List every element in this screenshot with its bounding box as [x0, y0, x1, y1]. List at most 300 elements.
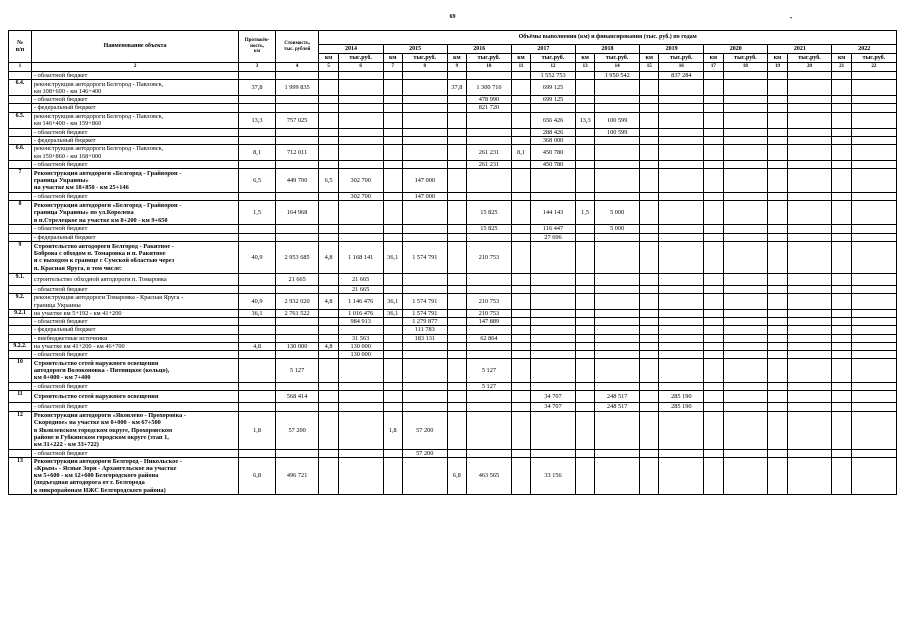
cell-amount: [723, 241, 768, 273]
header-unit-km: км: [640, 54, 659, 63]
cell-km: 37,8: [447, 80, 466, 96]
cell-amount: [467, 136, 512, 144]
cell-amount: [851, 169, 896, 193]
header-unit-km: км: [704, 54, 723, 63]
table-row: [9, 273, 897, 285]
cell-km: [383, 449, 402, 457]
cell-amount: [787, 72, 832, 80]
cell-amount: [723, 326, 768, 334]
cell-amount: [467, 273, 512, 285]
cell-amount: 248 517: [595, 391, 640, 403]
row-name: - областной бюджет: [31, 449, 238, 457]
cell-km: [640, 294, 659, 310]
cell-km: [447, 169, 466, 193]
cell-amount: [787, 241, 832, 273]
cell-km: [447, 233, 466, 241]
row-number: 9.2.1: [9, 310, 32, 318]
cell-km: [447, 403, 466, 411]
cell-km: 8,1: [511, 145, 530, 161]
cell-amount: [338, 161, 383, 169]
cell-amount: [595, 326, 640, 334]
cell-km: [768, 233, 787, 241]
cell-amount: 1 574 791: [402, 294, 447, 310]
cell-amount: [531, 310, 576, 318]
row-number: 9.2.2.: [9, 342, 32, 350]
cell-amount: [723, 145, 768, 161]
row-length: [239, 273, 276, 285]
cell-amount: [723, 72, 768, 80]
cell-km: [319, 285, 338, 293]
cell-km: [575, 233, 594, 241]
cell-km: [319, 391, 338, 403]
header-unit-rub: тыс.руб.: [723, 54, 768, 63]
cell-amount: 100 599: [595, 112, 640, 128]
table-row: [9, 136, 897, 144]
cell-km: 1,8: [383, 411, 402, 449]
cell-km: [640, 233, 659, 241]
cell-amount: 285 190: [659, 391, 704, 403]
cell-amount: [851, 359, 896, 383]
cell-amount: [467, 403, 512, 411]
cell-km: [704, 449, 723, 457]
cell-km: [575, 391, 594, 403]
cell-km: [832, 96, 851, 104]
cell-amount: [338, 104, 383, 112]
cell-km: [447, 136, 466, 144]
cell-amount: [595, 383, 640, 391]
cell-amount: [851, 334, 896, 342]
cell-km: [383, 359, 402, 383]
row-length: 4,8: [239, 342, 276, 350]
cell-amount: 1 950 542: [595, 72, 640, 80]
column-number: 8: [402, 63, 447, 72]
cell-amount: [851, 318, 896, 326]
cell-km: [511, 326, 530, 334]
cell-km: [575, 273, 594, 285]
cell-km: [511, 161, 530, 169]
row-number: 9: [9, 241, 32, 273]
row-cost: 5 127: [275, 359, 319, 383]
cell-km: [640, 225, 659, 233]
cell-km: [768, 193, 787, 201]
cell-km: [768, 294, 787, 310]
cell-km: [768, 318, 787, 326]
cell-amount: [338, 112, 383, 128]
cell-amount: [659, 233, 704, 241]
row-length: [239, 72, 276, 80]
cell-amount: 183 131: [402, 334, 447, 342]
cell-km: [447, 161, 466, 169]
table-row: [9, 457, 897, 494]
cell-km: [768, 169, 787, 193]
cell-amount: [531, 169, 576, 193]
cell-km: [383, 161, 402, 169]
cell-amount: [595, 334, 640, 342]
cell-amount: [723, 233, 768, 241]
cell-amount: [787, 225, 832, 233]
cell-km: [640, 403, 659, 411]
cell-amount: [402, 403, 447, 411]
cell-amount: [531, 449, 576, 457]
cell-km: [832, 342, 851, 350]
cell-amount: [723, 136, 768, 144]
cell-amount: [851, 273, 896, 285]
row-length: 40,9: [239, 241, 276, 273]
cell-amount: 463 565: [467, 457, 512, 494]
cell-amount: [851, 225, 896, 233]
cell-amount: [723, 449, 768, 457]
table-row: [9, 161, 897, 169]
cell-amount: [531, 285, 576, 293]
cell-km: [383, 112, 402, 128]
row-cost: 2 953 685: [275, 241, 319, 273]
cell-km: [640, 161, 659, 169]
row-number: [9, 351, 32, 359]
row-length: [239, 104, 276, 112]
cell-amount: 1 552 753: [531, 72, 576, 80]
cell-amount: [659, 225, 704, 233]
cell-km: [640, 391, 659, 403]
cell-km: 4,8: [319, 294, 338, 310]
cell-km: [832, 403, 851, 411]
cell-km: [511, 294, 530, 310]
cell-km: [832, 411, 851, 449]
cell-km: [832, 359, 851, 383]
cell-amount: [659, 104, 704, 112]
cell-amount: [659, 334, 704, 342]
cell-km: [319, 334, 338, 342]
cell-amount: [402, 457, 447, 494]
header-year: 2022: [832, 45, 897, 54]
cell-km: [319, 193, 338, 201]
cell-km: [704, 128, 723, 136]
column-number: 2: [31, 63, 238, 72]
cell-km: [704, 96, 723, 104]
cell-km: [768, 403, 787, 411]
cell-amount: [723, 96, 768, 104]
row-name: - областной бюджет: [31, 96, 238, 104]
cell-amount: [723, 225, 768, 233]
column-number: 19: [768, 63, 787, 72]
column-number: 6: [338, 63, 383, 72]
table-row: [9, 112, 897, 128]
cell-km: [447, 128, 466, 136]
cell-amount: [402, 80, 447, 96]
cell-km: [319, 161, 338, 169]
table-row: [9, 351, 897, 359]
cell-km: [768, 391, 787, 403]
cell-amount: [595, 359, 640, 383]
cell-km: [575, 310, 594, 318]
cell-km: [704, 411, 723, 449]
table-row: [9, 104, 897, 112]
cell-amount: [851, 72, 896, 80]
cell-amount: [787, 318, 832, 326]
cell-km: [704, 193, 723, 201]
row-cost: [275, 233, 319, 241]
cell-km: [640, 342, 659, 350]
row-length: [239, 391, 276, 403]
cell-amount: [595, 104, 640, 112]
cell-km: [383, 334, 402, 342]
cell-amount: [467, 411, 512, 449]
cell-amount: [402, 233, 447, 241]
cell-amount: [787, 128, 832, 136]
row-number: 8: [9, 201, 32, 225]
column-number: 12: [531, 63, 576, 72]
cell-km: [640, 318, 659, 326]
row-length: 40,9: [239, 294, 276, 310]
table-row: [9, 411, 897, 449]
cell-amount: [787, 112, 832, 128]
row-number: [9, 285, 32, 293]
cell-km: [383, 201, 402, 225]
cell-amount: [659, 326, 704, 334]
cell-km: [447, 104, 466, 112]
cell-amount: [659, 96, 704, 104]
cell-km: [319, 359, 338, 383]
cell-amount: 33 156: [531, 457, 576, 494]
cell-amount: [851, 457, 896, 494]
cell-km: [511, 80, 530, 96]
row-length: [239, 318, 276, 326]
row-length: 6,8: [239, 457, 276, 494]
cell-km: [575, 351, 594, 359]
row-number: [9, 161, 32, 169]
table-row: [9, 233, 897, 241]
cell-km: [704, 383, 723, 391]
row-cost: 57 200: [275, 411, 319, 449]
cell-km: [319, 233, 338, 241]
cell-km: [640, 273, 659, 285]
cell-amount: [402, 391, 447, 403]
cell-km: [511, 169, 530, 193]
row-name: Реконструкция автодороги «Белгород - Грайворон - граница Украины» по ул.Королева в п.Стрелецкое на участке км 8+200 - км 9+650: [31, 201, 238, 225]
cell-km: [447, 112, 466, 128]
cell-km: [447, 201, 466, 225]
cell-km: [640, 310, 659, 318]
cell-km: [704, 225, 723, 233]
column-number: 3: [239, 63, 276, 72]
row-name: реконструкция автодороги Томаровка - Красная Яруга - граница Украины: [31, 294, 238, 310]
cell-km: [511, 318, 530, 326]
cell-amount: 1 168 141: [338, 241, 383, 273]
cell-km: [383, 193, 402, 201]
row-cost: 712 011: [275, 145, 319, 161]
cell-km: [704, 351, 723, 359]
cell-km: [575, 72, 594, 80]
row-number: [9, 128, 32, 136]
cell-km: [704, 233, 723, 241]
cell-amount: [787, 104, 832, 112]
cell-km: [383, 104, 402, 112]
column-number: 4: [275, 63, 319, 72]
cell-km: [447, 383, 466, 391]
cell-amount: [659, 310, 704, 318]
cell-km: [832, 145, 851, 161]
cell-amount: 144 143: [531, 201, 576, 225]
cell-amount: 5 127: [467, 383, 512, 391]
row-cost: [275, 136, 319, 144]
cell-km: [511, 193, 530, 201]
cell-km: [575, 342, 594, 350]
cell-amount: [338, 145, 383, 161]
cell-amount: [338, 411, 383, 449]
cell-amount: [402, 383, 447, 391]
cell-km: [511, 310, 530, 318]
cell-amount: [467, 72, 512, 80]
cell-km: [319, 351, 338, 359]
row-cost: [275, 285, 319, 293]
cell-km: [704, 169, 723, 193]
cell-km: [768, 104, 787, 112]
cell-km: [704, 285, 723, 293]
cell-amount: [723, 403, 768, 411]
cell-km: [383, 383, 402, 391]
cell-amount: [531, 359, 576, 383]
row-cost: 449 700: [275, 169, 319, 193]
row-number: [9, 449, 32, 457]
cell-km: [575, 294, 594, 310]
cell-amount: [787, 403, 832, 411]
header-year: 2016: [447, 45, 511, 54]
cell-km: [832, 136, 851, 144]
cell-amount: [595, 351, 640, 359]
cell-amount: 368 000: [531, 136, 576, 144]
cell-km: [640, 112, 659, 128]
header-year: 2015: [383, 45, 447, 54]
row-name: Строительство автодороги Белгород - Ракитное - Боброва с обходом п. Томаровка и п. Ракитное и с выходом к границе с Сумской областью через п. Красная Яруга, в том числе:: [31, 241, 238, 273]
cell-km: [704, 326, 723, 334]
header-unit-km: км: [768, 54, 787, 63]
row-length: [239, 193, 276, 201]
row-number: [9, 334, 32, 342]
row-cost: [275, 225, 319, 233]
cell-km: [319, 273, 338, 285]
cell-amount: [467, 193, 512, 201]
row-length: 13,3: [239, 112, 276, 128]
row-length: [239, 351, 276, 359]
cell-amount: [659, 342, 704, 350]
cell-km: [832, 326, 851, 334]
cell-amount: [851, 128, 896, 136]
row-name: - федеральный бюджет: [31, 233, 238, 241]
cell-amount: 1 279 877: [402, 318, 447, 326]
cell-amount: [338, 201, 383, 225]
row-number: 12: [9, 411, 32, 449]
cell-amount: [851, 351, 896, 359]
column-number: 5: [319, 63, 338, 72]
table-row: [9, 285, 897, 293]
cell-km: [640, 334, 659, 342]
cell-amount: 1 574 791: [402, 310, 447, 318]
table-row: [9, 72, 897, 80]
cell-amount: [851, 80, 896, 96]
cell-amount: [787, 359, 832, 383]
row-cost: [275, 334, 319, 342]
cell-km: [704, 310, 723, 318]
row-name: - федеральный бюджет: [31, 136, 238, 144]
cell-km: [832, 161, 851, 169]
cell-km: [768, 449, 787, 457]
cell-amount: [787, 145, 832, 161]
cell-amount: [723, 318, 768, 326]
header-unit-km: км: [832, 54, 851, 63]
cell-amount: [595, 193, 640, 201]
cell-km: [319, 383, 338, 391]
cell-km: [511, 112, 530, 128]
cell-km: [383, 326, 402, 334]
funding-table: [8, 30, 897, 495]
cell-km: [704, 342, 723, 350]
cell-km: [319, 318, 338, 326]
cell-amount: [787, 273, 832, 285]
row-number: [9, 233, 32, 241]
cell-amount: 288 426: [531, 128, 576, 136]
cell-amount: [787, 457, 832, 494]
row-length: [239, 334, 276, 342]
header-unit-km: км: [447, 54, 466, 63]
cell-amount: [467, 449, 512, 457]
cell-amount: [338, 233, 383, 241]
cell-km: [319, 201, 338, 225]
cell-km: [447, 241, 466, 273]
cell-km: [511, 241, 530, 273]
row-length: [239, 326, 276, 334]
cell-amount: [402, 72, 447, 80]
cell-amount: 57 200: [402, 449, 447, 457]
cell-km: [383, 96, 402, 104]
cell-km: [383, 136, 402, 144]
cell-amount: [787, 193, 832, 201]
cell-amount: [851, 112, 896, 128]
cell-km: 1,5: [575, 201, 594, 225]
cell-amount: [402, 273, 447, 285]
cell-km: [768, 112, 787, 128]
table-row: [9, 241, 897, 273]
header-unit-rub: тыс.руб.: [402, 54, 447, 63]
cell-km: [832, 318, 851, 326]
cell-km: [640, 359, 659, 383]
cell-km: [768, 411, 787, 449]
column-number: 17: [704, 63, 723, 72]
cell-km: [383, 351, 402, 359]
table-row: [9, 334, 897, 342]
cell-amount: [595, 411, 640, 449]
table-row: [9, 201, 897, 225]
header-length: Протяжён- ность, км: [239, 31, 276, 63]
cell-km: [511, 342, 530, 350]
cell-km: [575, 383, 594, 391]
cell-km: [447, 449, 466, 457]
cell-amount: [851, 145, 896, 161]
cell-km: [640, 136, 659, 144]
cell-km: [768, 241, 787, 273]
cell-km: [383, 72, 402, 80]
cell-km: [575, 136, 594, 144]
cell-amount: [723, 161, 768, 169]
cell-km: [575, 80, 594, 96]
row-number: 13: [9, 457, 32, 494]
cell-km: [704, 273, 723, 285]
cell-km: [832, 128, 851, 136]
cell-km: [383, 169, 402, 193]
cell-km: [640, 285, 659, 293]
row-name: Реконструкция автодороги «Яковлево - Прохоровка - Скородное» на участке км 0+000 - км 67+500 в Яковлевском городском округе, Прохоровском районе и Губкинском городском округе (этап 1, км 31+222 - км 33+722): [31, 411, 238, 449]
header-unit-rub: тыс.руб.: [659, 54, 704, 63]
cell-amount: [467, 342, 512, 350]
cell-km: [640, 411, 659, 449]
